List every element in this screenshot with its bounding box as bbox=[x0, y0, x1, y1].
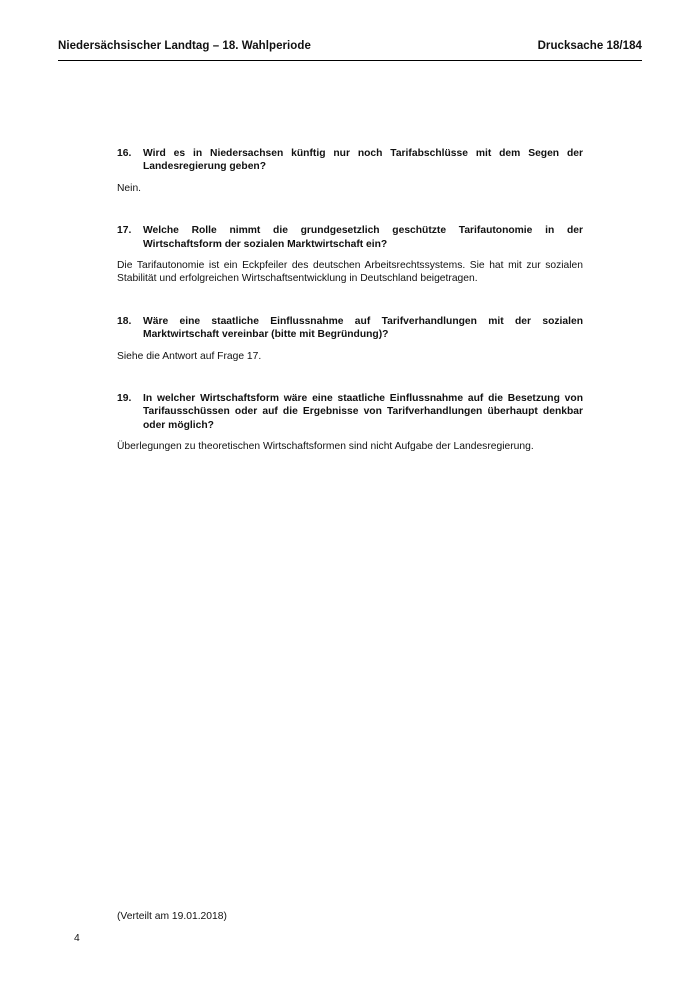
qa-content bbox=[117, 147, 583, 483]
header-divider bbox=[58, 60, 642, 61]
header-parliament-title: Niedersächsischer Landtag – 18. Wahlperiode bbox=[58, 40, 311, 52]
question bbox=[117, 392, 583, 432]
page-number: 4 bbox=[74, 933, 80, 944]
qa-item-17 bbox=[117, 224, 583, 286]
question-number: 16. bbox=[117, 148, 132, 159]
page-header bbox=[58, 40, 642, 52]
question-text: Wäre eine staatliche Einflussnahme auf Tarifverhandlungen mit der sozialen Marktwirtschaft vereinbar (bitte mit Begründung)? bbox=[143, 315, 583, 341]
question-number: 18. bbox=[117, 315, 132, 327]
question bbox=[117, 315, 583, 342]
qa-item-19 bbox=[117, 392, 583, 454]
answer-text: Überlegungen zu theoretischen Wirtschaftsformen sind nicht Aufgabe der Landesregierung. bbox=[117, 441, 534, 453]
question-text: In welcher Wirtschaftsform wäre eine staatliche Einflussnahme auf die Besetzung von Tarifausschüssen oder auf die Ergebnisse von Tarifverhandlungen überhaupt denkbar oder möglich? bbox=[143, 393, 583, 431]
distribution-date: (Verteilt am 19.01.2018) bbox=[117, 911, 227, 922]
question bbox=[117, 224, 583, 251]
answer-text: Nein. bbox=[117, 182, 142, 194]
answer-text: Siehe die Antwort auf Frage 17. bbox=[117, 350, 262, 362]
question bbox=[117, 147, 583, 174]
question-number: 17. bbox=[117, 225, 132, 237]
header-document-number: Drucksache 18/184 bbox=[537, 40, 642, 52]
qa-item-18 bbox=[117, 315, 583, 363]
question-number: 19. bbox=[117, 393, 132, 405]
answer-text: Die Tarifautonomie ist ein Eckpfeiler des deutschen Arbeitsrechtssystems. Sie hat mit zur sozialen Stabilität und erfolgreichen Wirtschaftsentwicklung in Deutschland beigetragen. bbox=[117, 260, 583, 285]
question-text: Welche Rolle nimmt die grundgesetzlich geschützte Tarifautonomie in der Wirtschaftsform der sozialen Marktwirtschaft ein? bbox=[143, 225, 583, 250]
qa-item-16 bbox=[117, 147, 583, 195]
question-text: Wird es in Niedersachsen künftig nur noch Tarifabschlüsse mit dem Segen der Landesregierung geben? bbox=[143, 148, 583, 173]
